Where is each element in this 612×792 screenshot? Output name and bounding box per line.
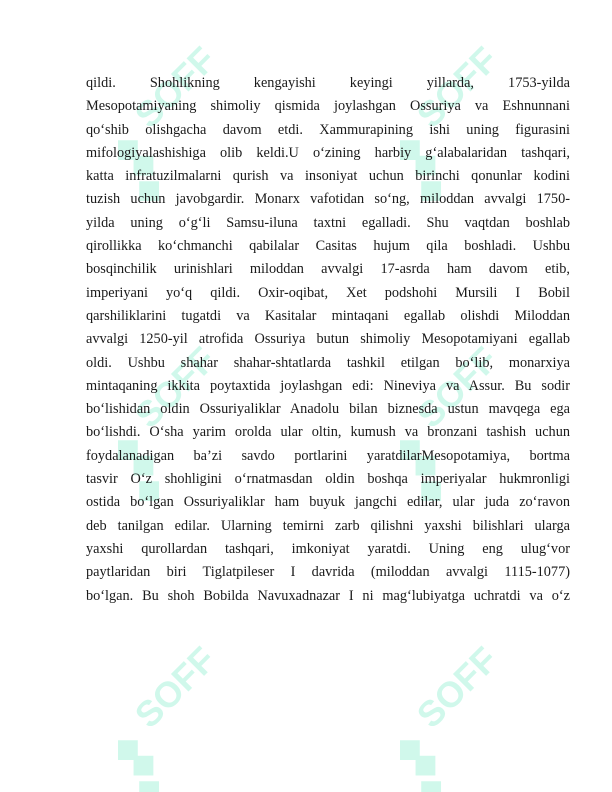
paragraph-line: paytlaridan biri Tiglatpileser I davrida (miloddan avvalgi 1115-1077) (86, 564, 570, 581)
paragraph-line: bo‘lgan. Bu shoh Bobilda Navuxadnazar I ni mag‘lubiyatga uchratdi va o‘z (86, 587, 570, 604)
paragraph-line: oldi. Ushbu shahar shahar-shtatlarda tashkil etilgan bo‘lib, monarxiya (86, 354, 570, 371)
paragraph-line: bo‘lishdi. O‘sha yarim orolda ular oltin, kumush va bronzani tashish uchun (86, 424, 570, 441)
svg-text:SOFF: SOFF (408, 638, 506, 736)
paragraph-line: tasvir O‘z shohligini o‘rnatmasdan oldin boshqa imperiyalar hukmronligi (86, 471, 570, 488)
paragraph-line: katta infratuzilmalarni qurish va insoniyat uchun birinchi qonunlar kodini (86, 168, 570, 185)
paragraph-line: qirollikka ko‘chmanchi qabilalar Casitas hujum qila boshladi. Ushbu (86, 238, 570, 255)
paragraph-line: ostida bo‘lgan Ossuriyaliklar ham buyuk jangchi edilar, ular juda zo‘ravon (86, 494, 570, 511)
svg-text:SOFF: SOFF (126, 638, 224, 736)
paragraph-line: qo‘shib olishgacha davom etdi. Xammurapining ishi uning figurasini (86, 121, 570, 138)
svg-text:SOFF: SOFF (408, 338, 506, 436)
paragraph-line: tuzish uchun javobgardir. Monarx vafotidan so‘ng, miloddan avvalgi 1750- (86, 191, 570, 208)
paragraph-line: Mesopotamiyaning shimoliy qismida joylashgan Ossuriya va Eshnunnani (86, 98, 570, 115)
paragraph-line: mintaqaning ikkita poytaxtida joylashgan edi: Nineviya va Assur. Bu sodir (86, 377, 570, 394)
paragraph-line: avvalgi 1250-yil atrofida Ossuriya butun shimoliy Mesopotamiyani egallab (86, 331, 570, 348)
paragraph-line: mifologiyalashishiga olib keldi.U o‘zining harbiy g‘alabalaridan tashqari, (86, 144, 570, 161)
paragraph-line: deb tanilgan edilar. Ularning temirni zarb qilishni yaxshi bilishlari ularga (86, 517, 570, 534)
watermark-bottom-left (98, 639, 223, 792)
watermark-bottom-right (380, 639, 505, 792)
svg-text:SOFF: SOFF (408, 38, 506, 136)
paragraph-line: yaxshi qurollardan tashqari, imkoniyat yaratdi. Uning eng ulug‘vor (86, 540, 570, 557)
paragraph-line: foydalanadigan ba’zi savdo portlarini yaratdilarMesopotamiya, bortma (86, 447, 570, 464)
body-paragraph (86, 72, 570, 608)
svg-text:SOFF: SOFF (126, 338, 224, 436)
paragraph-line: qildi. Shohlikning kengayishi keyingi yillarda, 1753-yilda (86, 75, 570, 91)
paragraph-line: yilda uning o‘g‘li Samsu-iluna taxtni egalladi. Shu vaqtdan boshlab (86, 214, 570, 231)
svg-text:SOFF: SOFF (126, 38, 224, 136)
paragraph-line: bosqinchilik urinishlari miloddan avvalgi 17-asrda ham davom etib, (86, 261, 570, 278)
paragraph-line: bo‘lishidan oldin Ossuriyaliklar Anadolu bilan biznesda ustun mavqega ega (86, 401, 570, 418)
paragraph-line: imperiyani yo‘q qildi. Oxir-oqibat, Xet podshohi Mursili I Bobil (86, 284, 570, 301)
paragraph-line: qarshiliklarini tugatdi va Kasitalar mintaqani egallab olishdi Miloddan (86, 307, 570, 324)
